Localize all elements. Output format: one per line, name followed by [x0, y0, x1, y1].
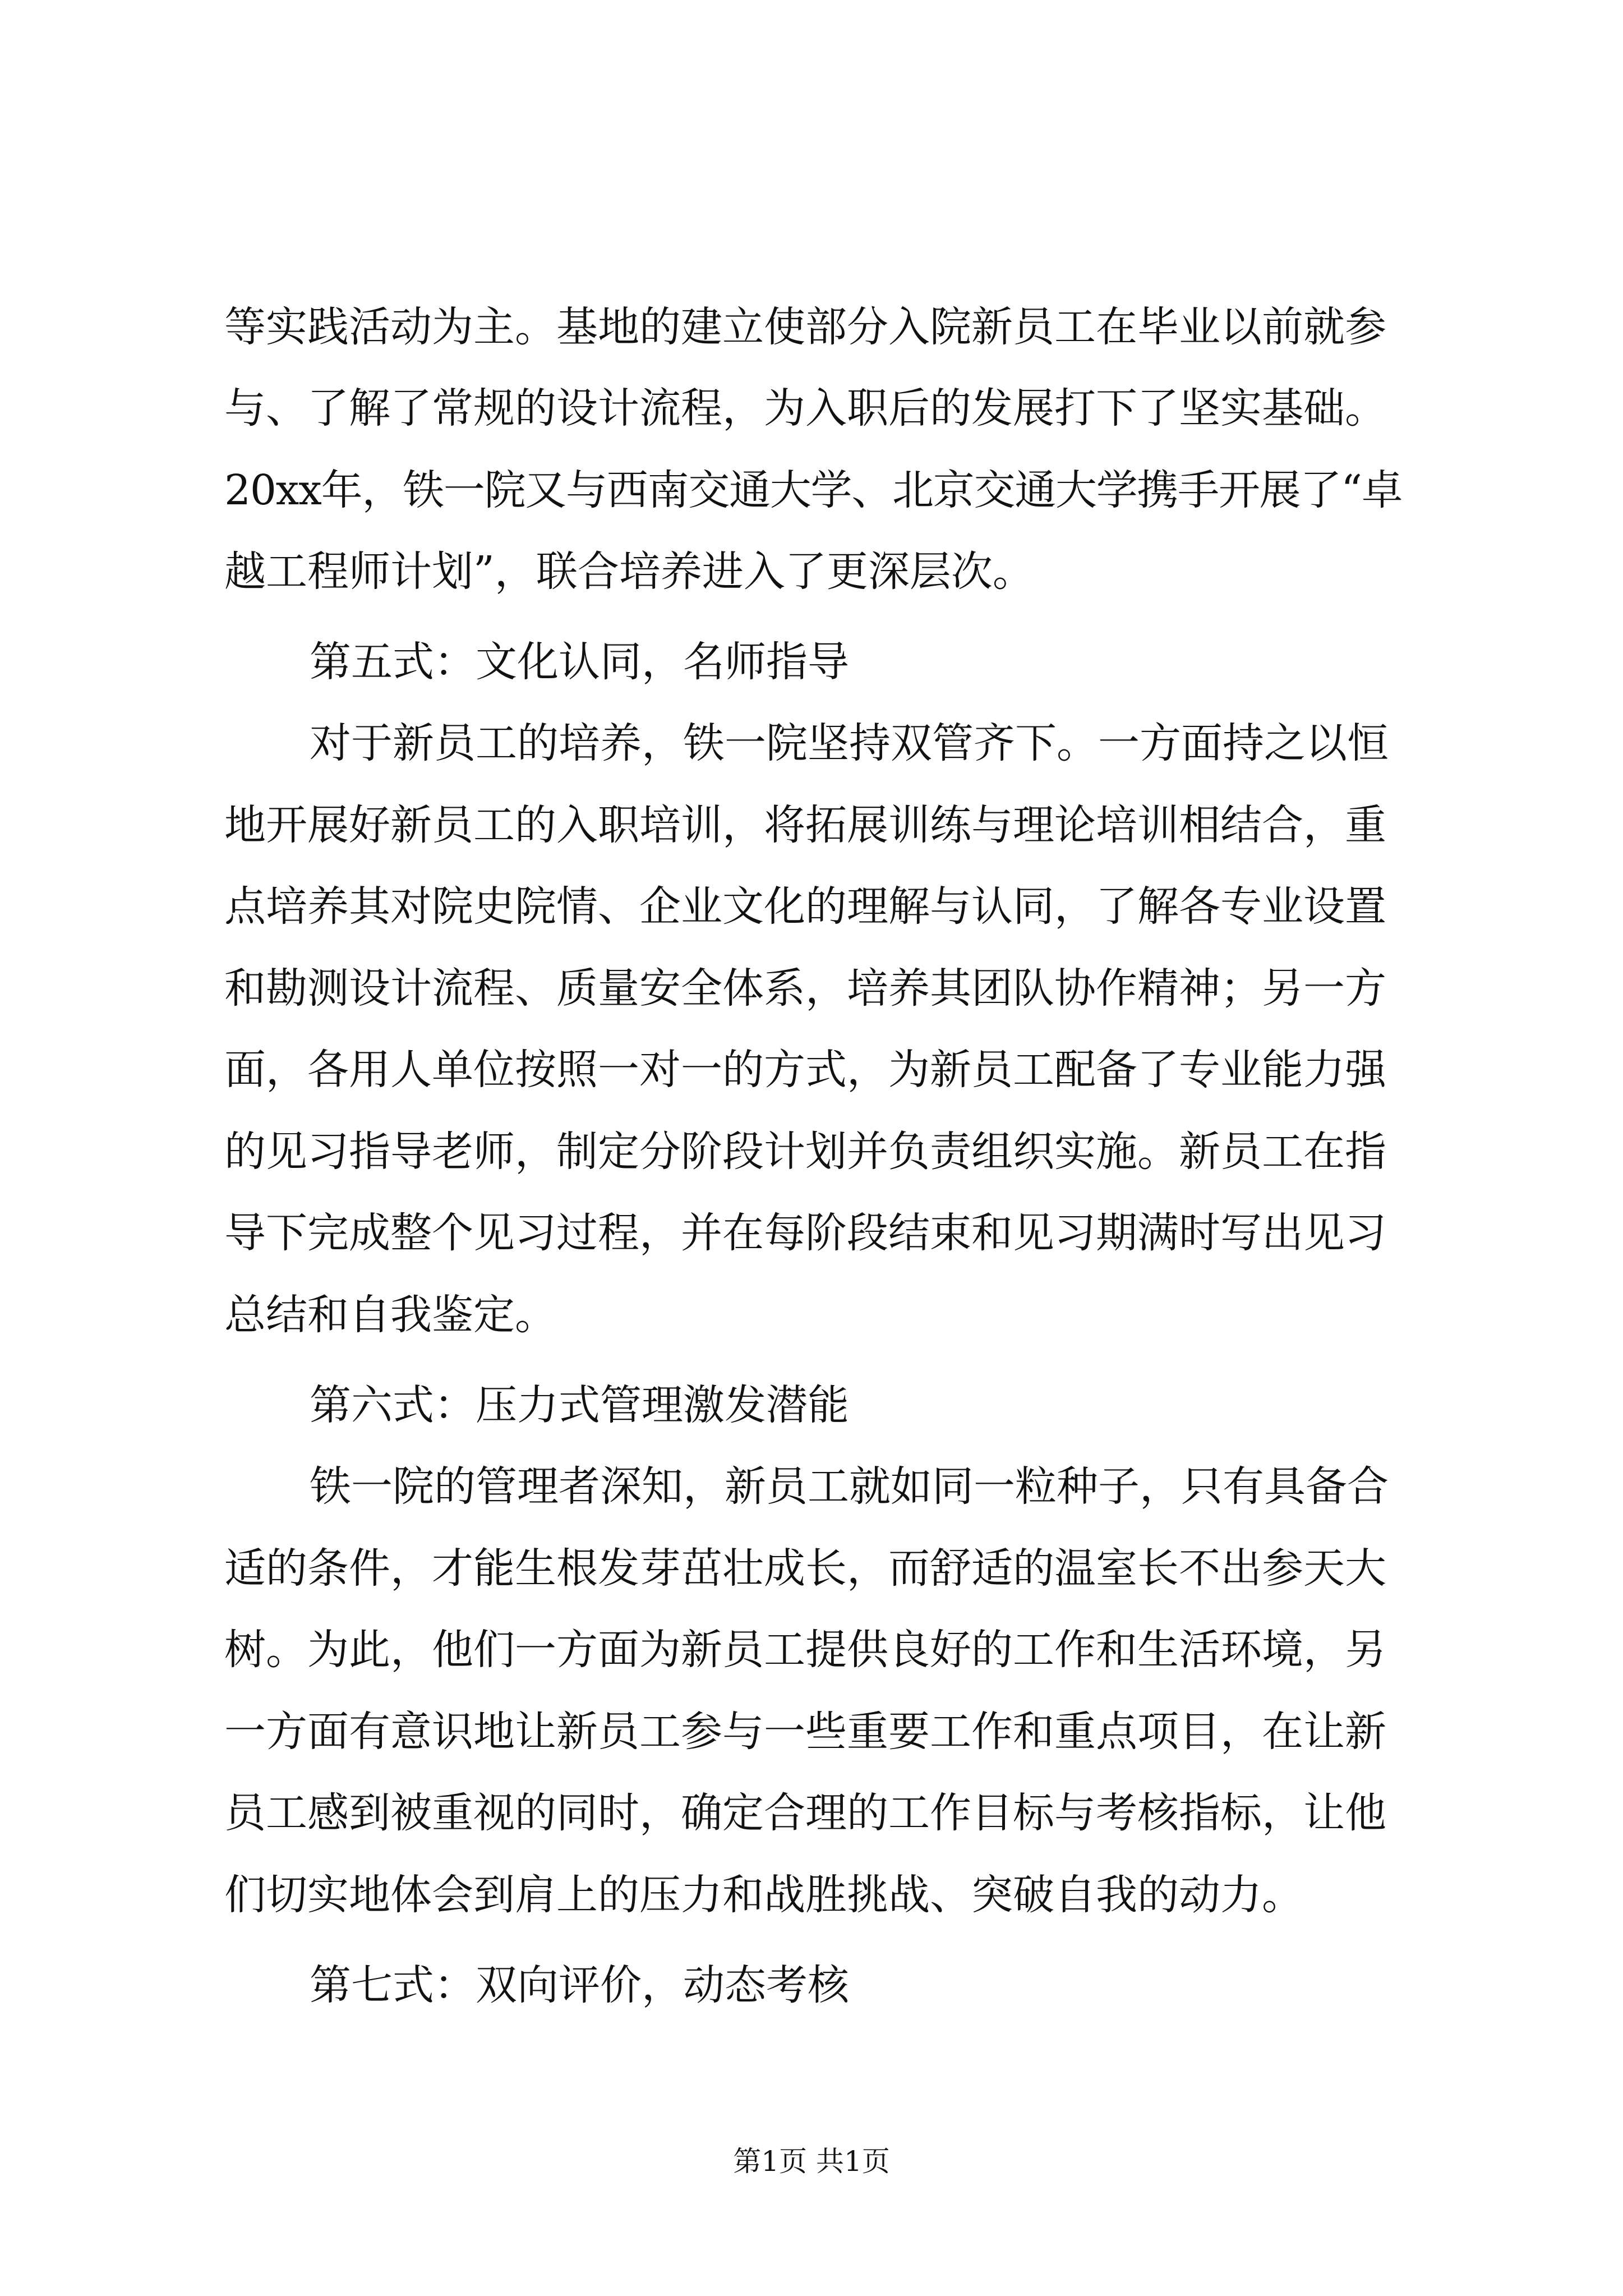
line-text: 总结和自我鉴定。	[224, 1291, 556, 1339]
line-text: 导下完成整个见习过程，并在每阶段结束和见习期满时写出见习	[224, 1209, 1386, 1257]
line-text: 一方面有意识地让新员工参与一些重要工作和重点项目，在让新	[224, 1708, 1386, 1756]
page-footer: 第1页 共1页	[733, 2145, 890, 2178]
line-text: 等实践活动为主。基地的建立使部分入院新员工在毕业以前就参	[224, 303, 1386, 351]
paragraph-line	[0, 1197, 1623, 1269]
paragraph-line	[0, 1278, 1623, 1351]
paragraph-line	[0, 952, 1623, 1025]
paragraph-line	[0, 1613, 1623, 1686]
paragraph-line	[0, 535, 1623, 608]
line-text: 的见习指导老师，制定分阶段计划并负责组织实施。新员工在指	[224, 1128, 1386, 1176]
line-text: 越工程师计划”，联合培养进入了更深层次。	[224, 547, 1034, 596]
heading-text: 第五式：文化认同，名师指导	[310, 638, 849, 686]
paragraph-line	[0, 1115, 1623, 1188]
heading-text: 第六式：压力式管理激发潜能	[310, 1381, 849, 1429]
paragraph-line	[0, 291, 1623, 364]
paragraph-line	[0, 1450, 1623, 1523]
paragraph-line	[0, 1858, 1623, 1931]
paragraph-line	[0, 1695, 1623, 1768]
section-heading	[0, 1949, 1623, 2022]
line-text: 对于新员工的培养，铁一院坚持双管齐下。一方面持之以恒	[310, 719, 1389, 767]
paragraph-line	[0, 707, 1623, 780]
line-text: 点培养其对院史院情、企业文化的理解与认同，了解各专业设置	[224, 882, 1386, 931]
line-text: 树。为此，他们一方面为新员工提供良好的工作和生活环境，另	[224, 1626, 1386, 1674]
line-text: 地开展好新员工的入职培训，将拓展训练与理论培训相结合，重	[224, 801, 1386, 849]
paragraph-line	[0, 870, 1623, 943]
paragraph-line	[0, 1033, 1623, 1106]
paragraph-line	[0, 1777, 1623, 1849]
line-text: 适的条件，才能生根发芽茁壮成长，而舒适的温室长不出参天大	[224, 1544, 1386, 1593]
line-text: 和勘测设计流程、质量安全体系，培养其团队协作精神；另一方	[224, 964, 1386, 1013]
line-text: 面，各用人单位按照一对一的方式，为新员工配备了专业能力强	[224, 1046, 1386, 1094]
paragraph-line	[0, 454, 1623, 527]
line-text: 铁一院的管理者深知，新员工就如同一粒种子，只有具备合	[310, 1462, 1389, 1511]
section-heading	[0, 625, 1623, 698]
paragraph-line	[0, 372, 1623, 445]
heading-text: 第七式：双向评价，动态考核	[310, 1961, 849, 2009]
paragraph-line	[0, 1532, 1623, 1605]
paragraph-line	[0, 789, 1623, 862]
section-heading	[0, 1369, 1623, 1442]
line-text: 与、了解了常规的设计流程，为入职后的发展打下了坚实基础。	[224, 384, 1386, 432]
line-text: 员工感到被重视的同时，确定合理的工作目标与考核指标，让他	[224, 1789, 1386, 1837]
line-text: 们切实地体会到肩上的压力和战胜挑战、突破自我的动力。	[224, 1871, 1303, 1919]
line-text: 20xx年，铁一院又与西南交通大学、北京交通大学携手开展了“卓	[224, 466, 1403, 514]
